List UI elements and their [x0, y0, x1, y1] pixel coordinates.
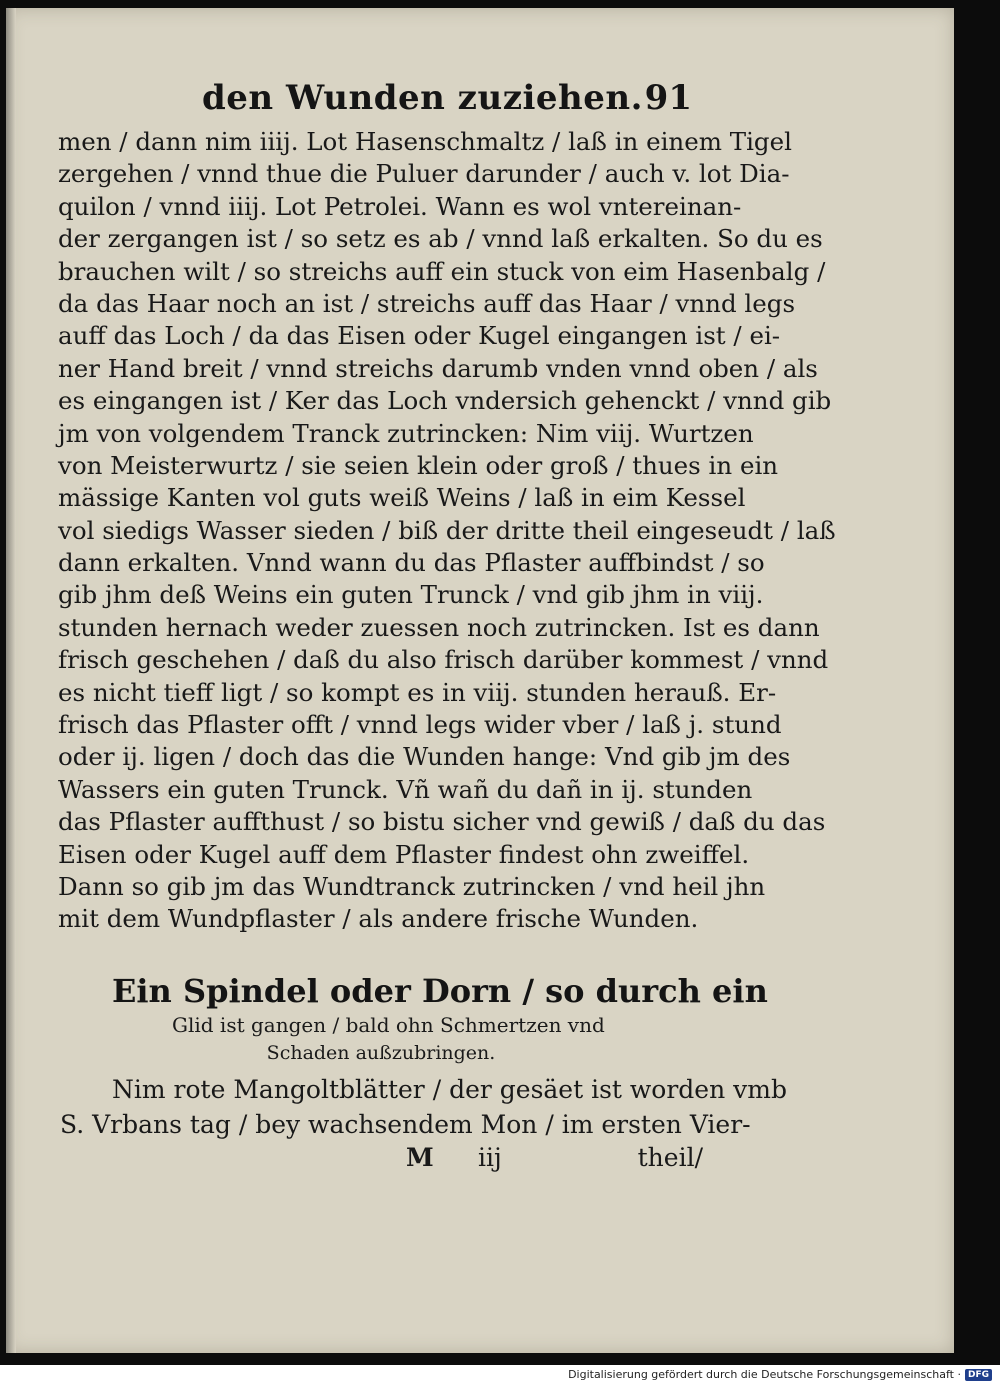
text-line: zergehen / vnnd thue die Puluer darunder / auch v. lot Dia-	[58, 159, 790, 189]
text-line: mit dem Wundpflaster / als andere frische Wunden.	[58, 904, 699, 934]
text-line: auff das Loch / da das Eisen oder Kugel eingangen ist / ei-	[58, 321, 781, 351]
signature-line	[406, 1140, 703, 1176]
text-line: der zergangen ist / so setz es ab / vnnd laß erkalten. So du es	[58, 224, 823, 254]
text-line: quilon / vnnd iiij. Lot Petrolei. Wann es wol vntereinan-	[58, 191, 742, 221]
text-line: frisch das Pflaster offt / vnnd legs wider vber / laß j. stund	[58, 710, 782, 740]
section-paragraph	[60, 1072, 787, 1142]
text-line: Nim rote Mangoltblätter / der gesäet ist worden vmb	[112, 1075, 787, 1104]
running-title: den Wunden zuziehen.	[202, 78, 643, 118]
text-line: men / dann nim iiij. Lot Hasenschmaltz / laß in einem Tigel	[58, 127, 792, 156]
text-line: Wassers ein guten Trunck. Vñ wañ du dañ in ij. stunden	[58, 774, 753, 804]
text-line: jm von volgendem Tranck zutrincken: Nim viij. Wurtzen	[58, 418, 754, 448]
dfg-logo: DFG	[965, 1369, 992, 1381]
text-line: es nicht tieff ligt / so kompt es in viij. stunden herauß. Er-	[58, 677, 777, 707]
book-page	[6, 8, 954, 1353]
text-line: brauchen wilt / so streichs auff ein stuck von eim Hasenbalg /	[58, 256, 826, 286]
text-line: gib jhm deß Weins ein guten Trunck / vnd gib jhm in viij.	[58, 580, 764, 610]
section-subheading: Schaden außzubringen.	[266, 1042, 496, 1064]
running-head	[202, 78, 692, 124]
section-subheading: Glid ist gangen / bald ohn Schmertzen vnd	[172, 1013, 605, 1037]
text-line: das Pflaster auffthust / so bistu sicher vnd gewiß / daß du das	[58, 807, 826, 837]
text-line: es eingangen ist / Ker das Loch vndersich gehenckt / vnnd gib	[58, 386, 832, 416]
footer-text: Digitalisierung gefördert durch die Deutsche Forschungsgemeinschaft ·	[568, 1368, 961, 1381]
text-line: oder ij. ligen / doch das die Wunden hange: Vnd gib jm des	[58, 742, 791, 772]
text-line: frisch geschehen / daß du also frisch darüber kommest / vnnd	[58, 645, 829, 675]
signature-mark: M	[406, 1143, 434, 1172]
text-line: von Meisterwurtz / sie seien klein oder groß / thues in ein	[58, 450, 779, 480]
page-number: 91	[644, 78, 692, 118]
text-line: stunden hernach weder zuessen noch zutrincken. Ist es dann	[58, 612, 820, 642]
text-line: vol siedigs Wasser sieden / biß der dritte theil eingeseudt / laß	[58, 515, 836, 545]
text-line: da das Haar noch an ist / streichs auff das Haar / vnnd legs	[58, 288, 796, 318]
text-line: mässige Kanten vol guts weiß Weins / laß in eim Kessel	[58, 483, 746, 513]
body-text	[58, 126, 836, 936]
text-line: Dann so gib jm das Wundtranck zutrincken / vnd heil jhn	[58, 871, 766, 901]
text-line: Eisen oder Kugel auff dem Pflaster findest ohn zweiffel.	[58, 839, 750, 869]
text-line: ner Hand breit / vnnd streichs darumb vnden vnnd oben / als	[58, 353, 818, 383]
footer	[568, 1368, 992, 1381]
section-heading: Ein Spindel oder Dorn / so durch ein	[112, 972, 768, 1010]
signature-number: iij	[478, 1143, 502, 1172]
catchword: theil/	[637, 1143, 703, 1172]
text-line: dann erkalten. Vnnd wann du das Pflaster auffbindst / so	[58, 548, 765, 578]
text-line: S. Vrbans tag / bey wachsendem Mon / im ersten Vier-	[60, 1110, 751, 1139]
